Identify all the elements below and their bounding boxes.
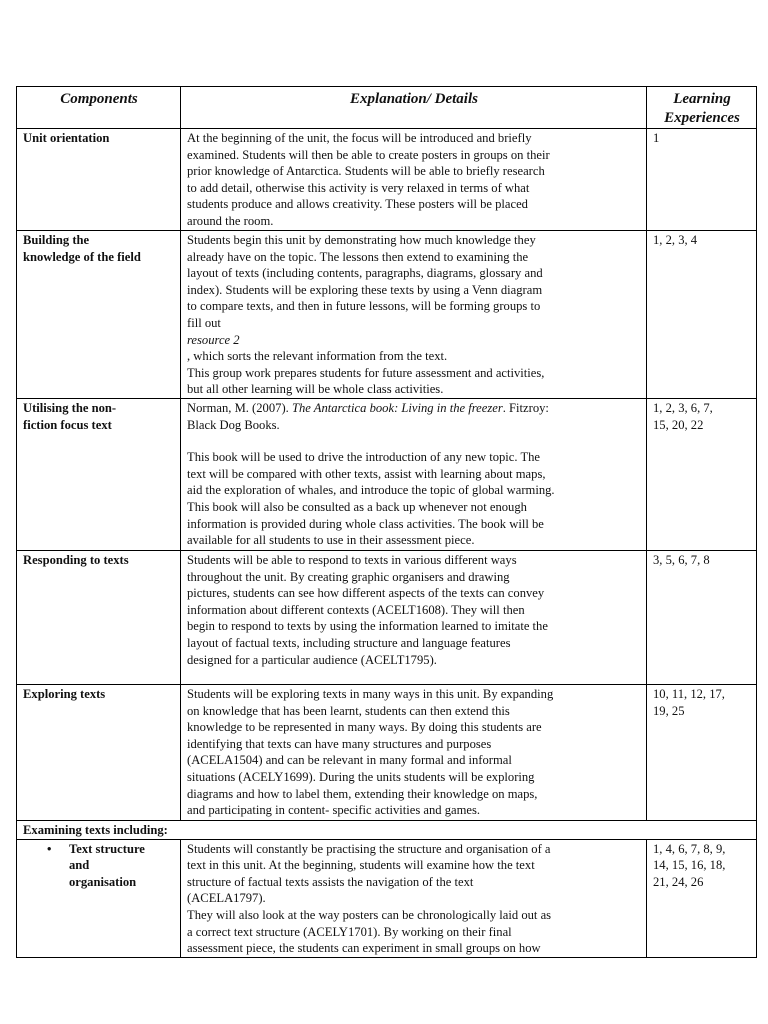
text-line: They will also look at the way posters can be chronologically laid out as: [187, 907, 552, 922]
text-line: knowledge to be represented in many ways. By doing this students are: [187, 720, 542, 735]
experiences-cell: [647, 129, 757, 231]
text-line: available for all students to use in their assessment piece.: [187, 533, 475, 548]
component-cell: [17, 839, 181, 957]
experiences-line: 10, 11, 12, 17,: [653, 686, 725, 701]
text-line: and participating in content- specific activities and games.: [187, 803, 481, 818]
text-line: diagrams and how to label them, extending their knowledge on maps,: [187, 786, 538, 801]
text-line: layout of factual texts, including structure and language features: [187, 635, 511, 650]
experiences-line: 3, 5, 6, 7, 8: [653, 552, 710, 567]
experiences-line: 1, 4, 6, 7, 8, 9,: [653, 841, 726, 856]
text-line: designed for a particular audience (ACELT1795).: [187, 652, 437, 667]
text-line: information is provided during whole class activities. The book will be: [187, 516, 544, 531]
book-reference: [187, 400, 641, 417]
text-line: examined. Students will then be able to create posters in groups on their: [187, 147, 550, 162]
explanation-cell: [181, 129, 647, 231]
header-components: Components: [17, 87, 181, 129]
header-learning-line1: Learning: [673, 91, 731, 107]
experiences-line: 1, 2, 3, 6, 7,: [653, 400, 713, 415]
text-line: index). Students will be exploring these texts by using a Venn diagram: [187, 282, 543, 297]
header-row: [17, 87, 757, 129]
spacer: [187, 433, 641, 449]
text-line: to compare texts, and then in future lessons, will be forming groups to: [187, 299, 541, 314]
text-line: [187, 315, 641, 365]
text-line: around the room.: [187, 213, 274, 228]
experiences-line: 15, 20, 22: [653, 417, 704, 432]
experiences-line: 1: [653, 131, 660, 145]
text-line: aid the exploration of whales, and introduce the topic of global warming.: [187, 483, 555, 498]
section-heading: Examining texts including:: [17, 820, 757, 839]
text-line: but all other learning will be whole class activities.: [187, 382, 444, 397]
resource-reference: resource 2: [187, 332, 240, 347]
explanation-cell: [181, 231, 647, 399]
component-cell: Responding to texts: [17, 550, 181, 684]
experiences-cell: [647, 684, 757, 820]
component-line: fiction focus text: [23, 417, 112, 432]
experiences-line: 1, 2, 3, 4: [653, 233, 698, 247]
component-cell: [17, 398, 181, 550]
bullet-icon: •: [47, 841, 52, 856]
text-line: pictures, students can see how different aspects of the texts can convey: [187, 586, 545, 601]
text-fragment: fill out: [187, 315, 221, 330]
text-line: At the beginning of the unit, the focus will be introduced and briefly: [187, 131, 532, 145]
experiences-cell: [647, 550, 757, 684]
component-line: Building the: [23, 233, 90, 247]
text-line: on knowledge that has been learnt, students can then extend this: [187, 703, 510, 718]
section-row: [17, 820, 757, 839]
components-table: [16, 86, 757, 958]
component-line: Text structure: [69, 841, 145, 856]
text-line: begin to respond to texts by using the information learned to imitate the: [187, 619, 548, 634]
text-line: situations (ACELY1699). During the units students will be exploring: [187, 769, 535, 784]
text-line: students produce and allows creativity. These posters will be placed: [187, 197, 528, 212]
text-line: prior knowledge of Antarctica. Students will be able to briefly research: [187, 164, 545, 179]
text-line: Students begin this unit by demonstrating how much knowledge they: [187, 233, 536, 247]
text-line: throughout the unit. By creating graphic organisers and drawing: [187, 569, 510, 584]
table-row-building-knowledge: [17, 231, 757, 399]
experiences-cell: [647, 231, 757, 399]
component-line: organisation: [69, 874, 137, 889]
book-title: The Antarctica book: Living in the freezer: [291, 400, 503, 415]
experiences-cell: [647, 398, 757, 550]
text-line: information about different contexts (ACELT1608). They will then: [187, 602, 525, 617]
text-fragment: . Fitzroy:: [502, 400, 549, 415]
explanation-cell: [181, 550, 647, 684]
text-line: Students will constantly be practising the structure and organisation of a: [187, 841, 551, 856]
text-line: Black Dog Books.: [187, 417, 280, 432]
text-line: layout of texts (including contents, paragraphs, diagrams, glossary and: [187, 266, 543, 281]
table-row-non-fiction-text: [17, 398, 757, 550]
experiences-line: 21, 24, 26: [653, 874, 704, 889]
component-line: knowledge of the field: [23, 249, 141, 264]
text-line: This group work prepares students for future assessment and activities,: [187, 365, 545, 380]
text-line: assessment piece, the students can experiment in small groups on how: [187, 941, 541, 956]
header-explanation: Explanation/ Details: [181, 87, 647, 129]
text-line: structure of factual texts assists the navigation of the text: [187, 874, 474, 889]
text-line: Students will be exploring texts in many ways in this unit. By expanding: [187, 686, 554, 701]
text-line: a correct text structure (ACELY1701). By working on their final: [187, 924, 512, 939]
experiences-cell: [647, 839, 757, 957]
component-cell: [17, 231, 181, 399]
component-line: and: [69, 858, 90, 873]
explanation-cell: [181, 684, 647, 820]
text-line: This book will also be consulted as a back up whenever not enough: [187, 499, 527, 514]
text-fragment: Norman, M. (2007).: [187, 400, 292, 415]
header-learning-line2: Experiences: [664, 110, 740, 126]
text-line: (ACELA1797).: [187, 891, 266, 906]
table-row-exploring: [17, 684, 757, 820]
text-line: text in this unit. At the beginning, students will examine how the text: [187, 858, 535, 873]
table-row-text-structure: [17, 839, 757, 957]
header-learning-experiences: [647, 87, 757, 129]
experiences-line: 19, 25: [653, 703, 685, 718]
text-line: identifying that texts can have many structures and purposes: [187, 736, 492, 751]
table-row-unit-orientation: [17, 129, 757, 231]
text-line: This book will be used to drive the introduction of any new topic. The: [187, 450, 541, 465]
text-line: (ACELA1504) and can be relevant in many formal and informal: [187, 753, 512, 768]
explanation-cell: [181, 839, 647, 957]
component-line: Utilising the non-: [23, 400, 117, 415]
text-line: Students will be able to respond to texts in various different ways: [187, 552, 517, 567]
table-row-responding: [17, 550, 757, 684]
experiences-line: 14, 15, 16, 18,: [653, 858, 726, 873]
text-line: text will be compared with other texts, assist with learning about maps,: [187, 466, 546, 481]
text-line: to add detail, otherwise this activity is very relaxed in terms of what: [187, 180, 530, 195]
explanation-cell: [181, 398, 647, 550]
text-fragment: , which sorts the relevant information from the text.: [187, 349, 448, 364]
text-line: already have on the topic. The lessons then extend to examining the: [187, 249, 529, 264]
component-cell: Unit orientation: [17, 129, 181, 231]
component-cell: Exploring texts: [17, 684, 181, 820]
